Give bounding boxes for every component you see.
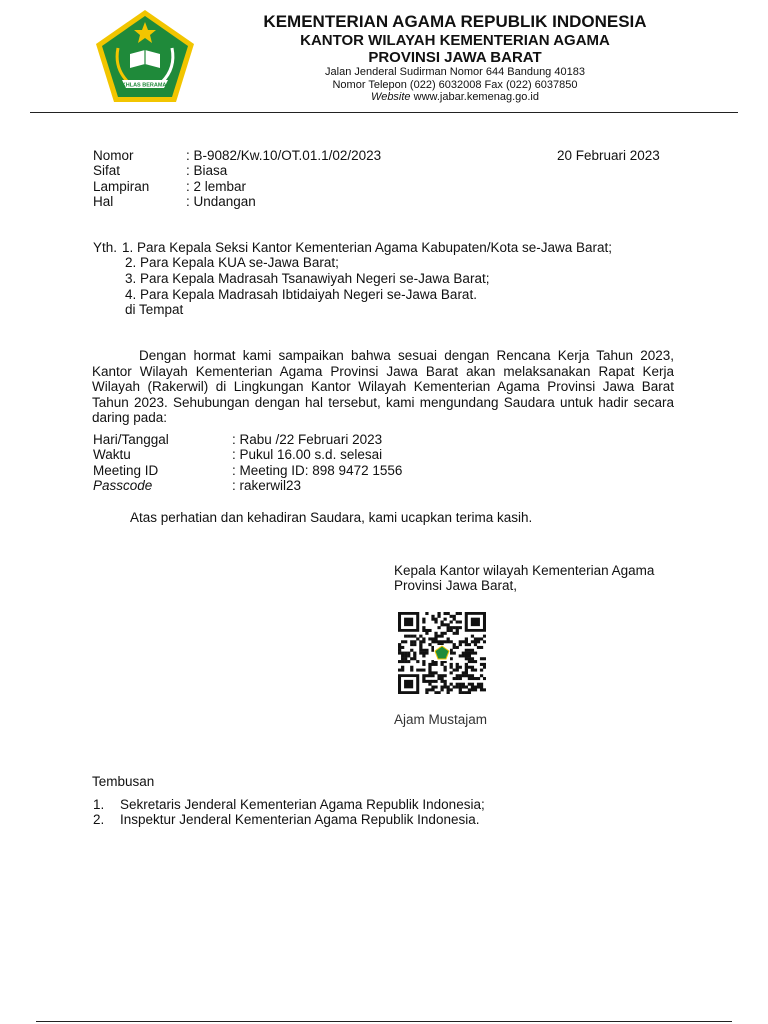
kemenag-logo [92, 8, 198, 104]
detail-value: : rakerwil23 [232, 478, 302, 493]
tembusan-heading: Tembusan [92, 774, 155, 789]
detail-value: : Meeting ID: 898 9472 1556 [232, 463, 403, 478]
svg-text:IKHLAS BERAMAL: IKHLAS BERAMAL [120, 82, 170, 89]
cc-item: Sekretaris Jenderal Kementerian Agama Republik Indonesia; [120, 797, 485, 812]
detail-value: : Rabu /22 Februari 2023 [232, 432, 383, 447]
letter-date: 20 Februari 2023 [557, 148, 660, 163]
sifat-value: : Biasa [186, 163, 228, 178]
letterhead-phone: Nomor Telepon (022) 6032008 Fax (022) 6037850 [332, 79, 578, 91]
closing-sentence: Atas perhatian dan kehadiran Saudara, kami ucapkan terima kasih. [130, 510, 533, 525]
letterhead-ministry: KEMENTERIAN AGAMA REPUBLIK INDONESIA [263, 12, 647, 31]
detail-label: Hari/Tanggal [93, 432, 169, 447]
body-paragraph [92, 348, 674, 426]
detail-label: Meeting ID [93, 463, 159, 478]
letterhead-office: KANTOR WILAYAH KEMENTERIAN AGAMA [300, 32, 610, 49]
nomor-label: Nomor [93, 148, 134, 163]
signature-title: Kepala Kantor wilayah Kementerian Agama [394, 563, 655, 578]
detail-label: Waktu [93, 447, 131, 462]
letterhead-province: PROVINSI JAWA BARAT [368, 49, 542, 66]
header-divider [30, 112, 738, 113]
hal-label: Hal [93, 194, 114, 209]
letterhead-address: Jalan Jenderal Sudirman Nomor 644 Bandung 40183 [325, 66, 585, 78]
recipient-prefix: Yth. [93, 240, 118, 255]
detail-label: Passcode [93, 478, 153, 493]
nomor-value: : B-9082/Kw.10/OT.01.1/02/2023 [186, 148, 382, 163]
detail-value: : Pukul 16.00 s.d. selesai [232, 447, 383, 462]
website-label: Website [371, 91, 411, 103]
lampiran-label: Lampiran [93, 179, 150, 194]
recipient-item: 1. Para Kepala Seksi Kantor Kementerian Agama Kabupaten/Kota se-Jawa Barat; [122, 240, 613, 255]
cc-item: Inspektur Jenderal Kementerian Agama Republik Indonesia. [120, 812, 480, 827]
qr-code-signature [398, 612, 486, 694]
footer-divider [36, 1021, 732, 1022]
cc-number: 2. [93, 812, 105, 827]
recipient-item: 4. Para Kepala Madrasah Ibtidaiyah Negeri se-Jawa Barat. [125, 287, 477, 302]
recipient-place: di Tempat [125, 302, 184, 317]
recipient-item: 3. Para Kepala Madrasah Tsanawiyah Negeri se-Jawa Barat; [125, 271, 490, 286]
signer-name: Ajam Mustajam [394, 712, 488, 727]
signature-title: Provinsi Jawa Barat, [394, 578, 518, 593]
cc-number: 1. [93, 797, 105, 812]
sifat-label: Sifat [93, 163, 121, 178]
recipient-item: 2. Para Kepala KUA se-Jawa Barat; [125, 255, 339, 270]
lampiran-value: : 2 lembar [186, 179, 247, 194]
letterhead-website [200, 91, 710, 104]
body-paragraph-text: Dengan hormat kami sampaikan bahwa sesuai dengan Rencana Kerja Tahun 2023, Kantor Wilayah Kementerian Agama Provinsi Jawa Barat akan melaksanakan Rapat Kerja Wilayah (Rakerwil) di Lingkungan Kantor Wilayah Kementerian Agama Provinsi Jawa Barat Tahun 2023. Sehubungan dengan hal tersebut, kami mengundang Saudara untuk hadir secara daring pada: [92, 348, 674, 425]
website-url: www.jabar.kemenag.go.id [413, 91, 539, 103]
hal-value: : Undangan [186, 194, 256, 209]
